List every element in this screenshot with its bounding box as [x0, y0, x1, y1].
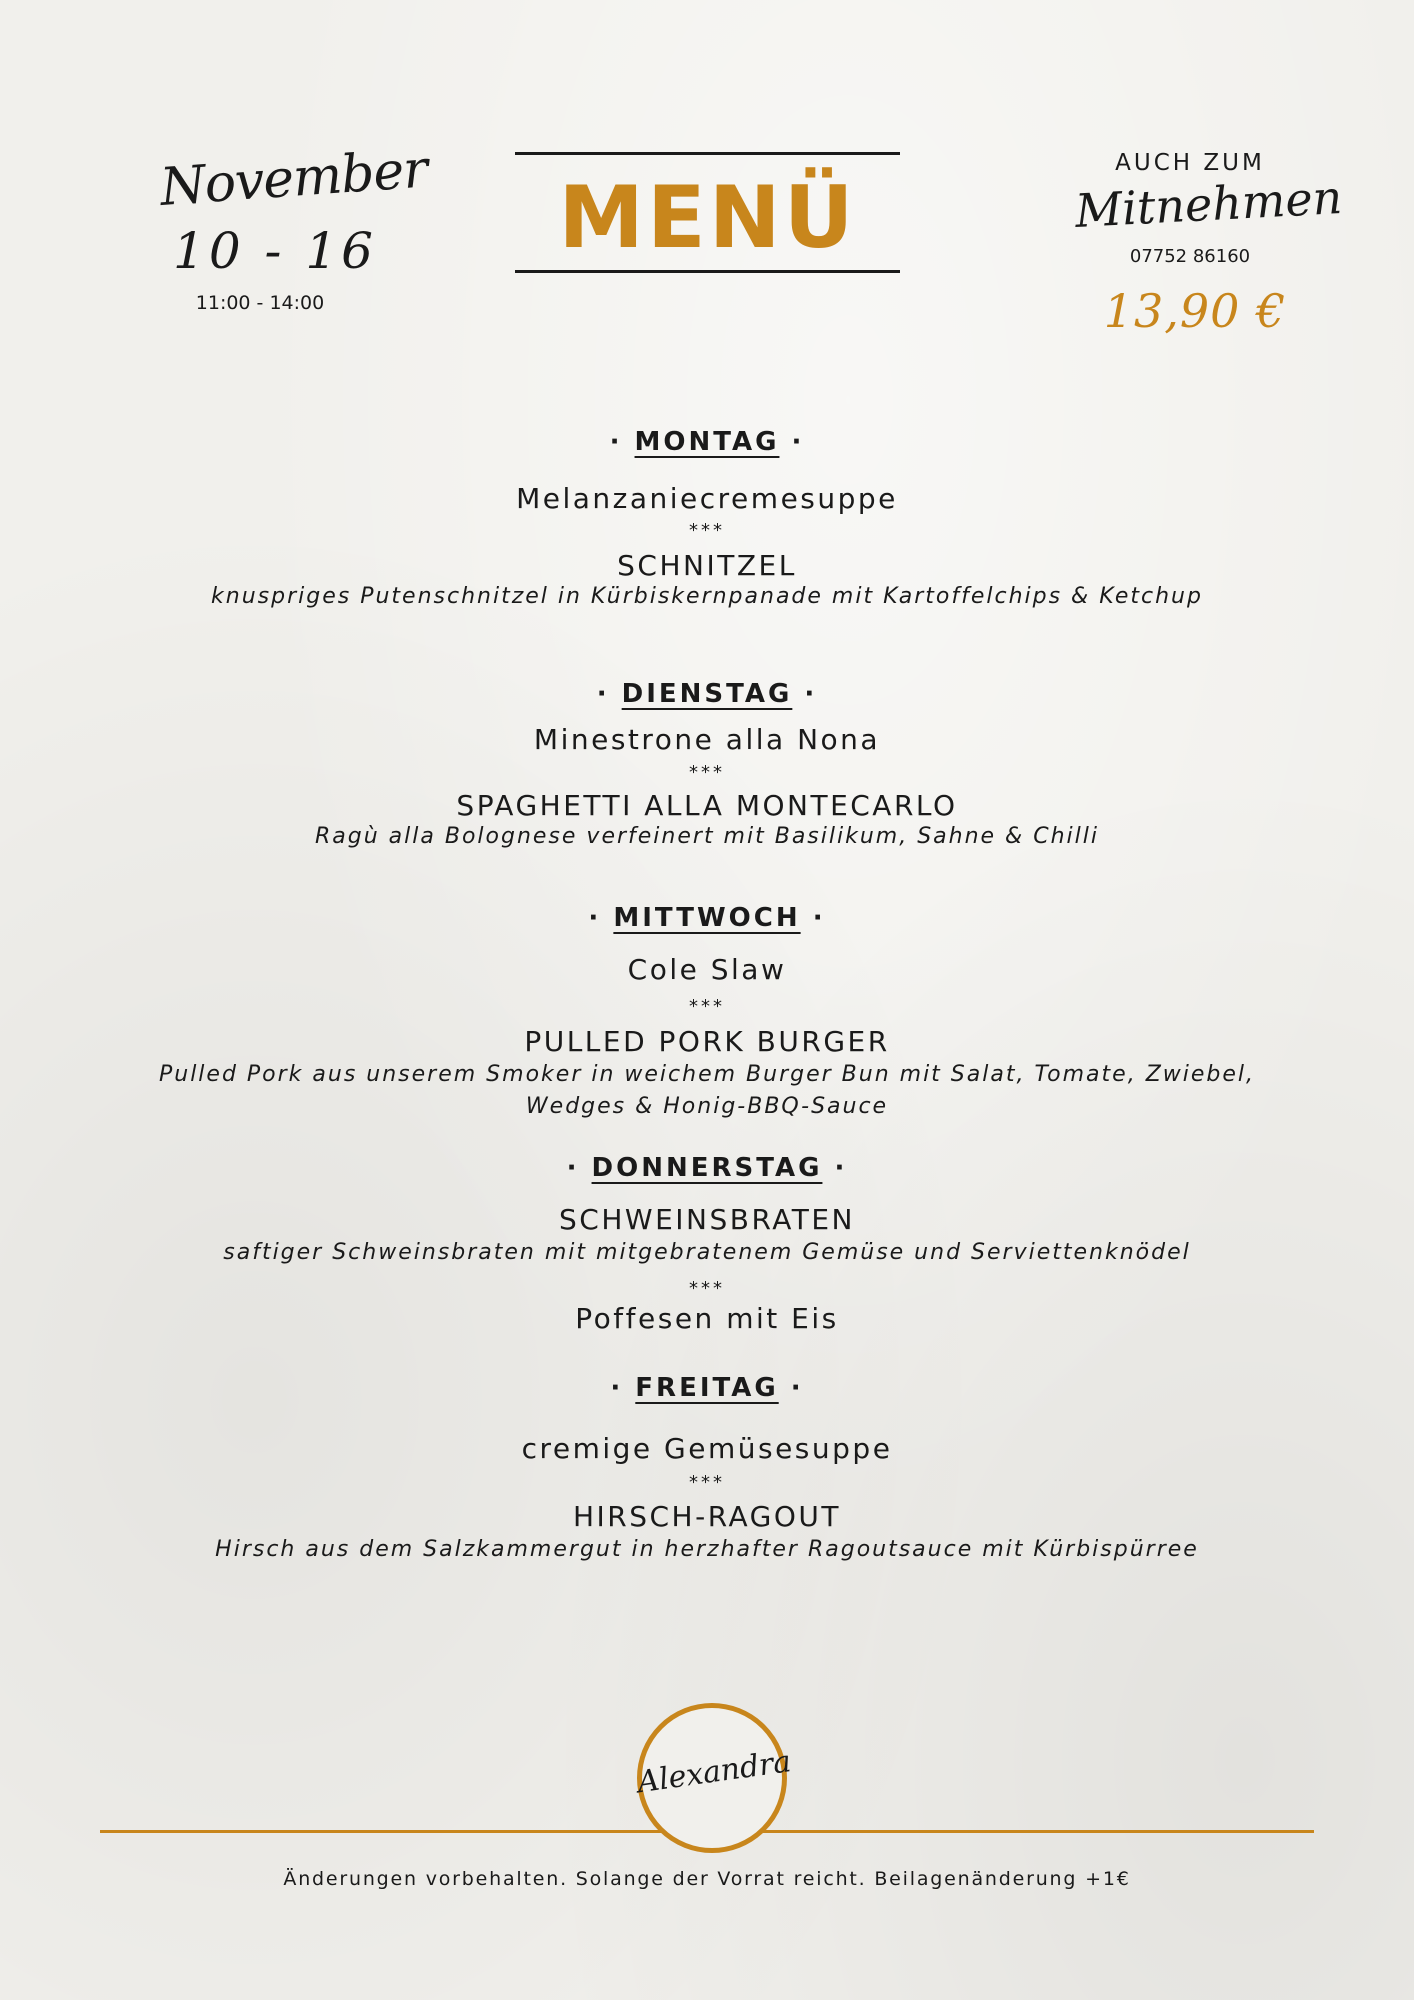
bullet: · [791, 427, 805, 457]
bullet: · [812, 903, 826, 933]
footer-note: Änderungen vorbehalten. Solange der Vorrat reicht. Beilagenänderung +1€ [283, 1868, 1131, 1890]
date-month: November [158, 139, 429, 218]
title-rule-bottom [515, 270, 900, 273]
separator: *** [689, 1278, 725, 1299]
bullet: · [834, 1153, 848, 1183]
logo-text: Alexandra [635, 1744, 794, 1801]
dish-main: SCHWEINSBRATEN [559, 1203, 855, 1236]
dish-main: SPAGHETTI ALLA MONTECARLO [456, 789, 958, 822]
dish-starter: cremige Gemüsesuppe [521, 1432, 893, 1465]
bullet: · [790, 1373, 804, 1403]
page-title: MENÜ [558, 168, 857, 268]
phone-number: 07752 86160 [1129, 246, 1251, 267]
day-heading-donnerstag [0, 1153, 1414, 1183]
bullet: · [804, 679, 818, 709]
dish-main: PULLED PORK BURGER [524, 1025, 890, 1058]
dish-dessert: Poffesen mit Eis [575, 1302, 839, 1335]
dish-main: SCHNITZEL [617, 549, 797, 582]
day-name: DONNERSTAG [591, 1153, 823, 1183]
price: 13,90 € [1103, 284, 1287, 338]
bullet: · [610, 1373, 624, 1403]
day-name: DIENSTAG [621, 679, 793, 709]
separator: *** [689, 996, 725, 1017]
title-rule-top [515, 152, 900, 155]
day-name: MONTAG [634, 427, 780, 457]
dish-starter: Melanzaniecremesuppe [516, 482, 898, 515]
dish-starter: Cole Slaw [627, 953, 787, 986]
dish-main: HIRSCH-RAGOUT [572, 1500, 842, 1533]
dish-description: Ragù alla Bolognese verfeinert mit Basilikum, Sahne & Chilli [315, 824, 1099, 849]
dish-description: saftiger Schweinsbraten mit mitgebratenem Gemüse und Serviettenknödel [223, 1240, 1191, 1265]
bullet: · [609, 427, 623, 457]
bullet: · [566, 1153, 580, 1183]
separator: *** [689, 1472, 725, 1493]
separator: *** [689, 520, 725, 541]
opening-hours: 11:00 - 14:00 [195, 292, 325, 314]
bullet: · [588, 903, 602, 933]
takeaway-script: Mitnehmen [1073, 170, 1344, 238]
dish-starter: Minestrone alla Nona [533, 723, 881, 756]
dish-description: knuspriges Putenschnitzel in Kürbiskernpanade mit Kartoffelchips & Ketchup [211, 584, 1203, 609]
bullet: · [596, 679, 610, 709]
takeaway-caption: AUCH ZUM [1115, 150, 1265, 176]
day-heading-mittwoch [0, 903, 1414, 933]
day-heading-freitag [0, 1373, 1414, 1403]
day-name: MITTWOCH [613, 903, 801, 933]
dish-description-line1: Pulled Pork aus unserem Smoker in weichem Burger Bun mit Salat, Tomate, Zwiebel, [158, 1062, 1256, 1087]
day-heading-dienstag [0, 679, 1414, 709]
date-range: 10 - 16 [173, 222, 377, 280]
dish-description-line2: Wedges & Honig-BBQ-Sauce [525, 1094, 889, 1119]
dish-description: Hirsch aus dem Salzkammergut in herzhafter Ragoutsauce mit Kürbispürree [215, 1537, 1199, 1562]
day-name: FREITAG [635, 1373, 779, 1403]
separator: *** [689, 762, 725, 783]
day-heading-montag [0, 427, 1414, 457]
